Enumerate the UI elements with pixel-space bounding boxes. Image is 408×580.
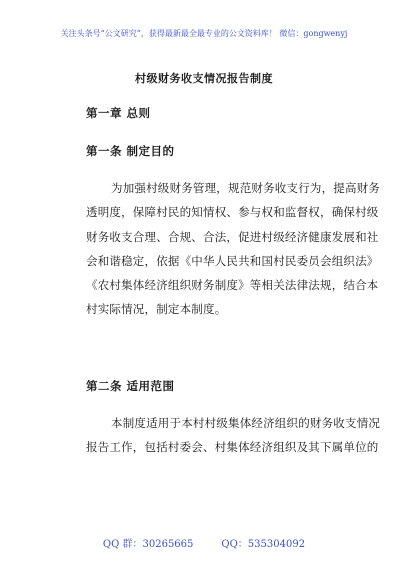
qq-number-text: QQ：535304092 — [221, 539, 306, 550]
paragraph-line: 本制度适用于本村村级集体经济组织的财务收支情况 — [111, 416, 381, 430]
article-1-paragraph — [86, 176, 381, 322]
paragraph-line: 村实际情况，制定本制度。 — [86, 302, 227, 317]
paragraph-line: 报告工作，包括村委会、村集体经济组织及其下属单位的 — [86, 440, 379, 455]
article-2-heading: 第二条 适用范围 — [86, 379, 175, 393]
paragraph-line: 透明度，保障村民的知情权、参与权和监督权，确保村级 — [86, 205, 379, 220]
article-2-paragraph — [86, 411, 381, 460]
article-1-heading: 第一条 制定目的 — [86, 144, 175, 158]
paragraph-line: 财务收支合理、合规、合法，促进村级经济健康发展和社 — [86, 229, 379, 244]
header-notice: 关注头条号“公文研究”，获得最新最全最专业的公文资料库！ 微信：gongwenyj — [60, 29, 348, 38]
qq-group-text: QQ 群：30265665 — [102, 539, 194, 550]
paragraph-line: 为加强村级财务管理，规范财务收支行为，提高财务 — [111, 181, 381, 195]
paragraph-line: 《农村集体经济组织财务制度》等相关法律法规，结合本 — [86, 278, 379, 293]
document-title: 村级财务收支情况报告制度 — [135, 72, 273, 85]
paragraph-line: 会和谐稳定，依据《中华人民共和国村民委员会组织法》 — [86, 253, 379, 268]
chapter-heading: 第一章 总则 — [86, 106, 151, 120]
footer-contact — [0, 535, 408, 550]
